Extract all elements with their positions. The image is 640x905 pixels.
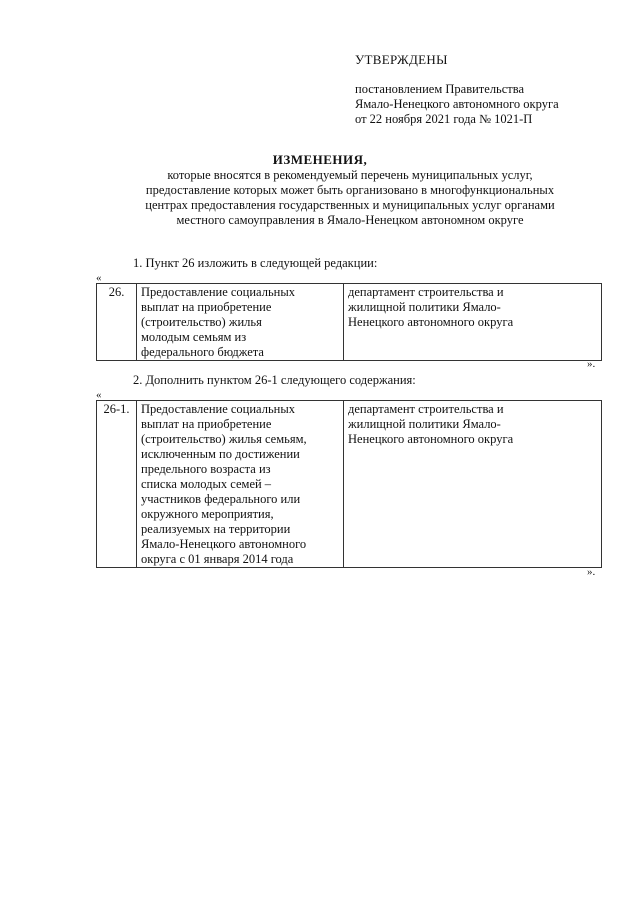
service-name-line: реализуемых на территории — [141, 522, 291, 536]
approval-line-2: Ямало-Ненецкого автономного округа — [355, 97, 559, 111]
department-line: Ненецкого автономного округа — [348, 315, 514, 329]
department-line: Ненецкого автономного округа — [348, 432, 514, 446]
row-number: 26-1. — [97, 401, 137, 568]
department-line: департамент строительства и — [348, 285, 504, 299]
service-name-line: Предоставление социальных — [141, 402, 295, 416]
table-row — [97, 284, 602, 361]
department-line: жилищной политики Ямало- — [348, 300, 501, 314]
opening-quote: « — [96, 389, 102, 401]
row-number: 26. — [97, 284, 137, 361]
department-line: департамент строительства и — [348, 402, 504, 416]
service-name-line: выплат на приобретение — [141, 417, 272, 431]
department-cell — [344, 284, 602, 361]
subtitle-line: местного самоуправления в Ямало-Ненецком автономном округе — [176, 213, 524, 227]
closing-quote: ». — [587, 566, 596, 578]
subtitle-line: которые вносятся в рекомендуемый перечень муниципальных услуг, — [167, 168, 533, 182]
department-cell — [344, 401, 602, 568]
service-name-line: выплат на приобретение — [141, 300, 272, 314]
service-name-line: округа с 01 января 2014 года — [141, 552, 294, 566]
subtitle-line: центрах предоставления государственных и муниципальных услуг органами — [145, 198, 555, 212]
service-name-line: исключенным по достижении — [141, 447, 300, 461]
document-title: ИЗМЕНЕНИЯ, — [272, 152, 368, 167]
service-name-line: окружного мероприятия, — [141, 507, 274, 521]
service-name-line: федерального бюджета — [141, 345, 264, 359]
service-name-line: Ямало-Ненецкого автономного — [141, 537, 307, 551]
approval-line-3: от 22 ноября 2021 года № 1021-П — [355, 112, 533, 126]
service-name-line: (строительство) жилья — [141, 315, 262, 329]
service-name-line: списка молодых семей – — [141, 477, 272, 491]
table-point-26 — [96, 283, 602, 361]
department-line: жилищной политики Ямало- — [348, 417, 501, 431]
service-name-cell — [137, 401, 344, 568]
service-name-line: участников федерального или — [141, 492, 301, 506]
approval-heading: УТВЕРЖДЕНЫ — [355, 52, 448, 67]
closing-quote: ». — [587, 358, 596, 370]
service-name-line: молодым семьям из — [141, 330, 247, 344]
document-subtitle — [90, 168, 610, 228]
table-point-26-1 — [96, 400, 602, 568]
opening-quote: « — [96, 272, 102, 284]
subtitle-line: предоставление которых может быть организовано в многофункциональных — [145, 183, 555, 197]
service-name-cell — [137, 284, 344, 361]
service-name-line: предельного возраста из — [141, 462, 271, 476]
point-2-text: 2. Дополнить пунктом 26-1 следующего содержания: — [133, 373, 416, 387]
point-1-text: 1. Пункт 26 изложить в следующей редакции: — [133, 256, 378, 270]
service-name-line: Предоставление социальных — [141, 285, 295, 299]
service-name-line: (строительство) жилья семьям, — [141, 432, 307, 446]
approval-line-1: постановлением Правительства — [355, 82, 525, 96]
table-row — [97, 401, 602, 568]
